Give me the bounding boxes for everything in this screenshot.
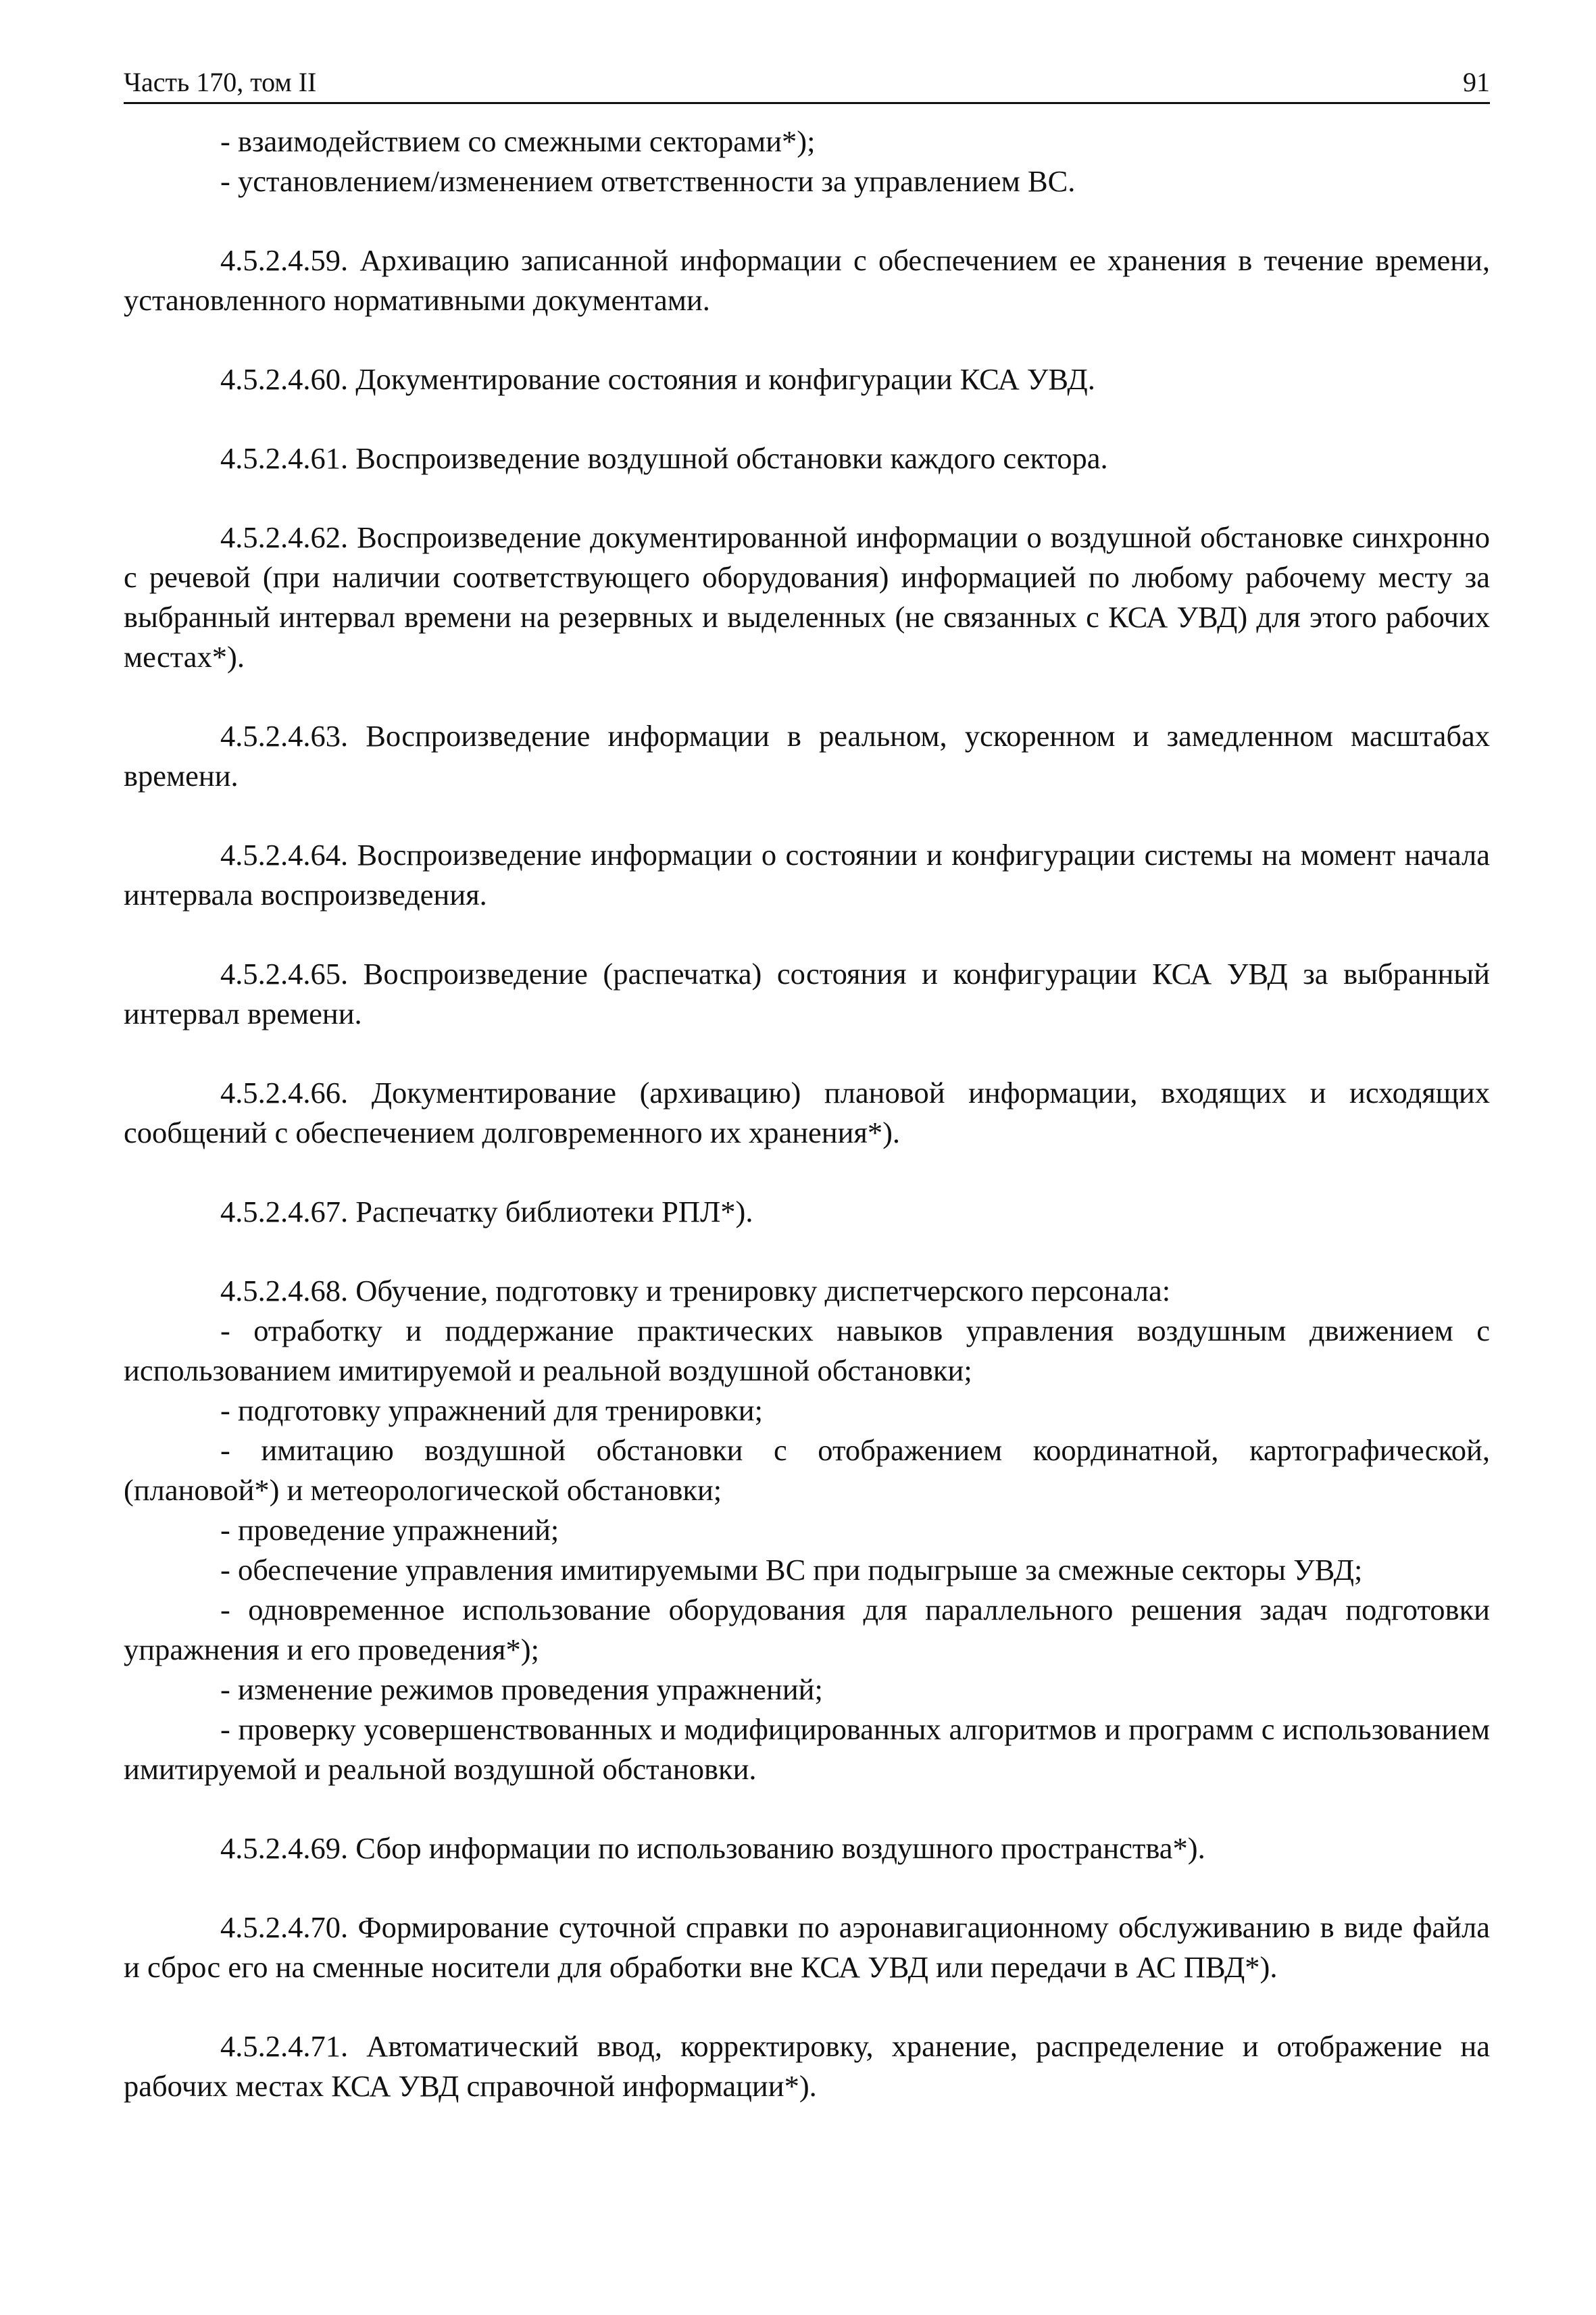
paragraph: - проверку усовершенствованных и модифицированных алгоритмов и программ с использованием имитируемой и реальной воздушной обстановки.	[124, 1712, 1490, 1786]
paragraph: 4.5.2.4.61. Воспроизведение воздушной обстановки каждого сектора.	[220, 441, 1108, 475]
header-title: Часть 170, том II	[124, 67, 317, 97]
running-header	[124, 66, 1490, 104]
paragraph: 4.5.2.4.71. Автоматический ввод, корректировку, хранение, распределение и отображение на рабочих местах КСА УВД справочной информации*).	[124, 2029, 1490, 2103]
paragraph: 4.5.2.4.70. Формирование суточной справки по аэронавигационному обслуживанию в виде файла и сброс его на сменные носители для обработки вне КСА УВД или передачи в АС ПВД*).	[124, 1910, 1490, 1984]
paragraph: - отработку и поддержание практических навыков управления воздушным движением с использованием имитируемой и реальной воздушной обстановки;	[124, 1314, 1490, 1387]
paragraph: 4.5.2.4.59. Архивацию записанной информации с обеспечением ее хранения в течение времени, установленного нормативными документами.	[124, 243, 1490, 317]
paragraph: 4.5.2.4.67. Распечатку библиотеки РПЛ*).	[220, 1195, 753, 1228]
page-number: 91	[1463, 67, 1490, 97]
paragraph: - изменение режимов проведения упражнений;	[220, 1672, 823, 1706]
paragraph: 4.5.2.4.68. Обучение, подготовку и тренировку диспетчерского персонала:	[220, 1274, 1171, 1308]
paragraph: - взаимодействием со смежными секторами*);	[220, 124, 816, 158]
paragraph: 4.5.2.4.63. Воспроизведение информации в реальном, ускоренном и замедленном масштабах времени.	[124, 719, 1490, 793]
paragraph: 4.5.2.4.64. Воспроизведение информации о состоянии и конфигурации системы на момент начала интервала воспроизведения.	[124, 838, 1490, 912]
paragraph: 4.5.2.4.62. Воспроизведение документированной информации о воздушной обстановке синхронно с речевой (при наличии соответствующего оборудования) информацией по любому рабочему месту за выбранный интервал времени на резервных и выделенных (не связанных с КСА УВД) для этого рабочих местах*).	[124, 520, 1490, 674]
paragraph: - обеспечение управления имитируемыми ВС при подыгрыше за смежные секторы УВД;	[220, 1553, 1363, 1587]
paragraph: - подготовку упражнений для тренировки;	[220, 1393, 763, 1427]
paragraph: 4.5.2.4.60. Документирование состояния и конфигурации КСА УВД.	[220, 362, 1095, 396]
document-body	[124, 122, 1490, 2106]
paragraph: - установлением/изменением ответственности за управлением ВС.	[220, 164, 1076, 198]
paragraph: - проведение упражнений;	[220, 1513, 559, 1547]
paragraph: 4.5.2.4.69. Сбор информации по использованию воздушного пространства*).	[220, 1831, 1205, 1865]
paragraph: 4.5.2.4.65. Воспроизведение (распечатка) состояния и конфигурации КСА УВД за выбранный интервал времени.	[124, 957, 1490, 1030]
paragraph: - имитацию воздушной обстановки с отображением координатной, картографической, (плановой*) и метеорологической обстановки;	[124, 1433, 1490, 1507]
paragraph: 4.5.2.4.66. Документирование (архивацию) плановой информации, входящих и исходящих сообщений с обеспечением долговременного их хранения*).	[124, 1076, 1490, 1149]
paragraph: - одновременное использование оборудования для параллельного решения задач подготовки упражнения и его проведения*);	[124, 1593, 1490, 1666]
